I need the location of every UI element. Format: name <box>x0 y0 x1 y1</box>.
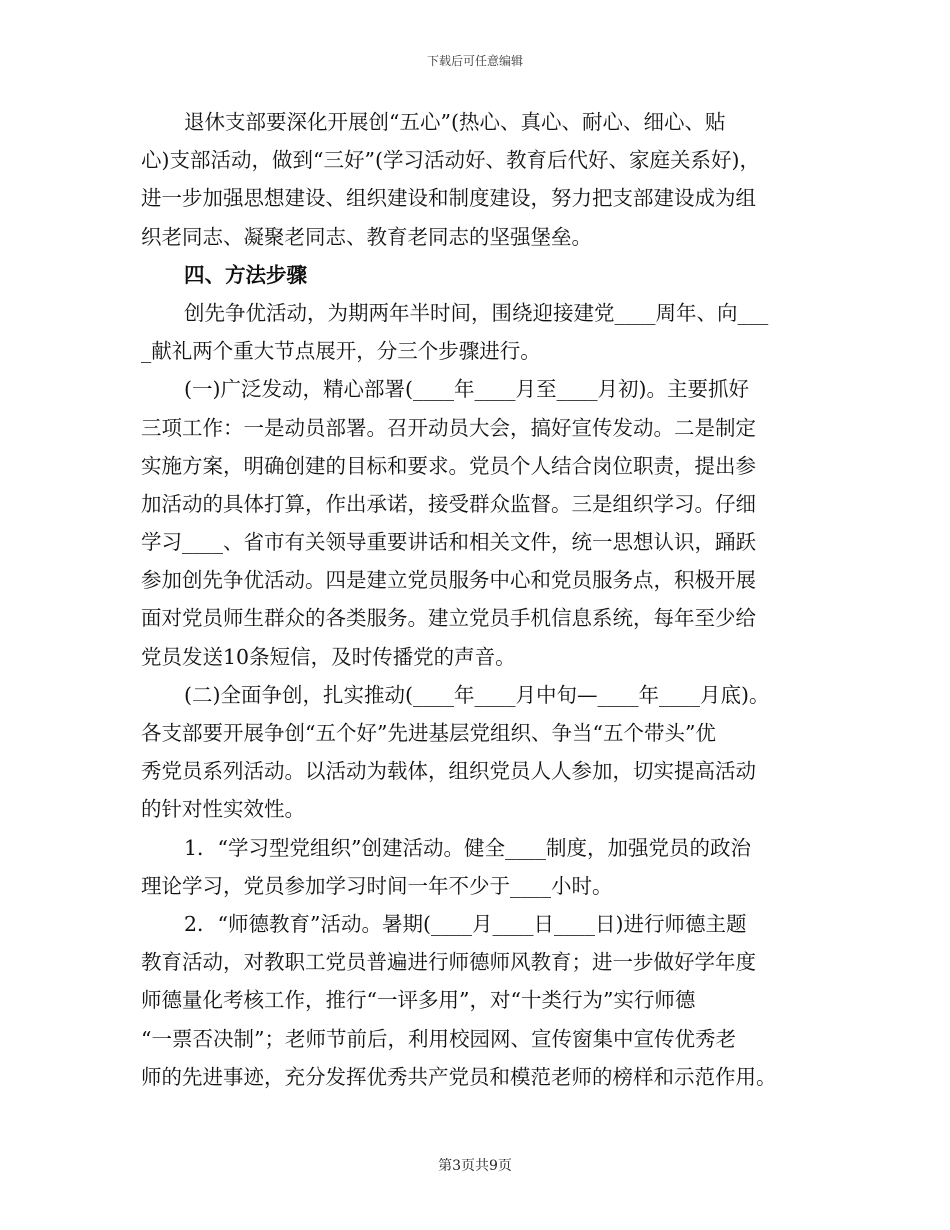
text-line: (一)广泛发动，精心部署(____年____月至____月初)。主要抓好 <box>184 377 749 402</box>
text-line: 理论学习，党员参加学习时间一年不少于____小时。 <box>141 873 613 898</box>
text-line: 三项工作：一是动员部署。召开动员大会，搞好宣传发动。二是制定 <box>141 415 756 440</box>
text-line: 师的先进事迹，充分发挥优秀共产党员和模范老师的榜样和示范作用。 <box>141 1064 777 1089</box>
text-line: 加活动的具体打算，作出承诺，接受群众监督。三是组织学习。仔细 <box>141 491 756 516</box>
text-line: 各支部要开展争创“五个好”先进基层党组织、争当“五个带头”优 <box>141 721 716 745</box>
page-header: 下载后可任意编辑 <box>426 54 523 68</box>
text-line: 2．“师德教育”活动。暑期(____月____日____日)进行师德主题 <box>184 911 747 936</box>
text-line: 实施方案，明确创建的目标和要求。党员个人结合岗位职责，提出参 <box>141 453 756 478</box>
text-line: 1．“学习型党组织”创建活动。健全____制度，加强党员的政治 <box>184 835 752 860</box>
text-line: 退休支部要深化开展创“五心”(热心、真心、耐心、细心、贴 <box>184 110 726 134</box>
text-line: 参加创先争优活动。四是建立党员服务中心和党员服务点，积极开展 <box>141 568 756 593</box>
text-line: 创先争优活动，为期两年半时间，围绕迎接建党____周年、向___ <box>184 300 769 325</box>
document-body <box>141 103 821 1096</box>
text-line: 教育活动，对教职工党员普遍进行师德师风教育；进一步做好学年度 <box>141 950 756 975</box>
text-line: 的针对性实效性。 <box>141 797 305 822</box>
text-line: 织老同志、凝聚老同志、教育老同志的坚强堡垒。 <box>141 224 592 249</box>
text-line: (二)全面争创，扎实推动(____年____月中旬—____年____月底)。 <box>184 682 770 707</box>
text-line: 心)支部活动，做到“三好”(学习活动好、教育后代好、家庭关系好)， <box>141 148 760 173</box>
section-heading: 四、方法步骤 <box>184 262 307 287</box>
text-line: 党员发送10条短信，及时传播党的声音。 <box>141 644 516 669</box>
text-line: 进一步加强思想建设、组织建设和制度建设，努力把支部建设成为组 <box>141 186 756 211</box>
text-line: 面对党员师生群众的各类服务。建立党员手机信息系统，每年至少给 <box>141 606 756 631</box>
text-line: 学习____、省市有关领导重要讲话和相关文件，统一思想认识，踊跃 <box>141 530 756 555</box>
text-line: “一票否决制”；老师节前后，利用校园网、宣传窗集中宣传优秀老 <box>141 1026 736 1051</box>
text-line: 师德量化考核工作，推行“一评多用”，对“十类行为”实行师德 <box>141 988 696 1013</box>
text-line: 秀党员系列活动。以活动为载体，组织党员人人参加，切实提高活动 <box>141 759 756 784</box>
text-line: _献礼两个重大节点展开，分三个步骤进行。 <box>141 339 541 364</box>
page-number: 第3页共9页 <box>438 1158 512 1174</box>
